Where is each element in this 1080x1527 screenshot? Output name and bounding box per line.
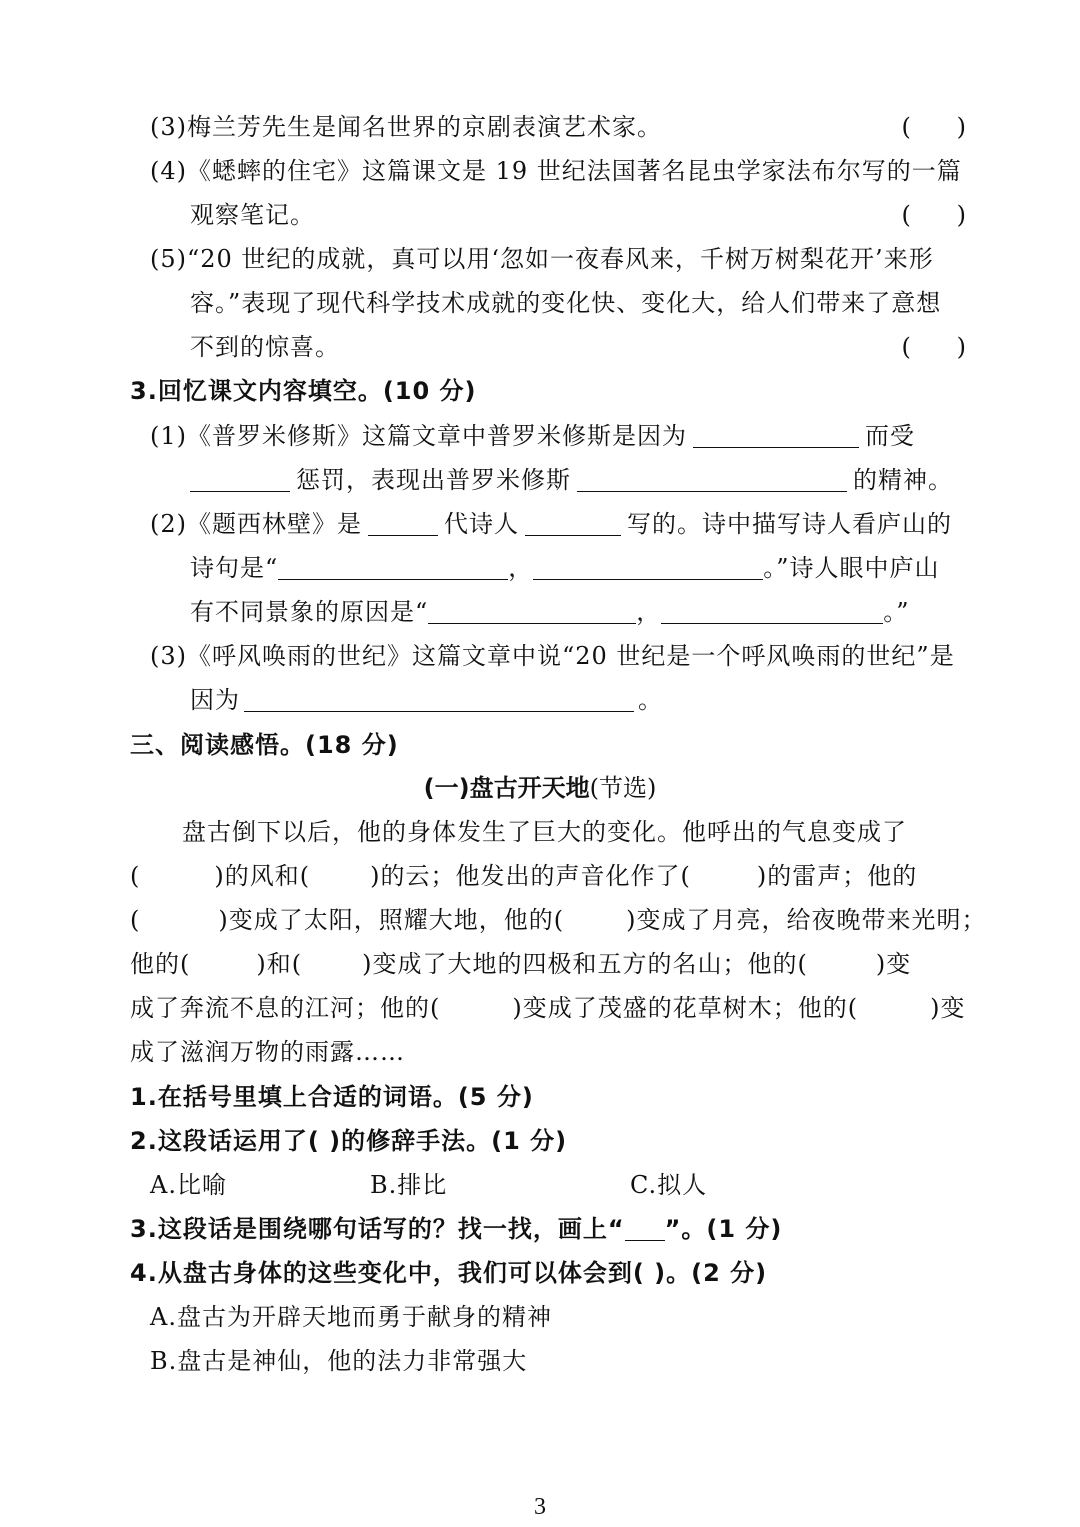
option-a[interactable]: A.比喻 (150, 1171, 227, 1199)
passage-title-sub: (节选) (589, 774, 657, 802)
reading-question-4: 4.从盘古身体的这些变化中，我们可以体会到( )。(2 分) (130, 1259, 768, 1287)
fill-item-2-line2 (190, 552, 940, 584)
passage-text: )变成了茂盛的花草树木；他的( (512, 994, 859, 1022)
fill-heading: 3.回忆课文内容填空。(10 分) (130, 377, 477, 405)
fill-text: 诗句是“ (190, 554, 279, 582)
fill-text: (2)《题西林壁》是 (150, 510, 362, 538)
fill-text: ， (636, 598, 662, 626)
fill-item-2-line1 (150, 508, 952, 540)
fill-text: 。” (883, 598, 910, 626)
reading-heading: 三、阅读感悟。(18 分) (130, 731, 399, 759)
fill-item-1-line2 (190, 464, 953, 496)
option-b[interactable]: B.排比 (370, 1171, 448, 1199)
passage-line-3 (130, 904, 986, 936)
answer-blank[interactable] (577, 467, 847, 492)
fill-text: 因为 (190, 686, 240, 714)
passage-text: 他的( (130, 950, 191, 978)
judge-item-5-line3: 不到的惊喜。 (190, 333, 340, 361)
passage-line-6: 成了滋润万物的雨露…… (130, 1038, 405, 1066)
judge-item-3: (3)梅兰芳先生是闻名世界的京剧表演艺术家。 (150, 113, 662, 141)
judge-item-5-line1: (5)“20 世纪的成就，真可以用‘忽如一夜春风来，千树万树梨花开’来形 (150, 245, 934, 273)
fill-item-3-line1: (3)《呼风唤雨的世纪》这篇文章中说“20 世纪是一个呼风唤雨的世纪”是 (150, 642, 955, 670)
passage-text: )的雷声；他的 (756, 862, 918, 890)
fill-text: (1)《普罗米修斯》这篇文章中普罗米修斯是因为 (150, 422, 687, 450)
question-text: ”。(1 分) (664, 1215, 783, 1243)
fill-text: 有不同景象的原因是“ (190, 598, 429, 626)
fill-text: 惩罚，表现出普罗米修斯 (296, 466, 571, 494)
fill-text: 写的。诗中描写诗人看庐山的 (627, 510, 952, 538)
passage-title-main: (一)盘古开天地 (423, 774, 590, 802)
fill-text: 。 (638, 686, 663, 714)
passage-text: 成了奔流不息的江河；他的( (130, 994, 441, 1022)
passage-line-2 (130, 860, 917, 892)
fill-text: ， (508, 554, 534, 582)
fill-text: 。”诗人眼中庐山 (763, 554, 940, 582)
answer-blank[interactable] (278, 555, 508, 580)
judge-item-4-line1: (4)《蟋蟀的住宅》这篇课文是 19 世纪法国著名昆虫学家法布尔写的一篇 (150, 157, 962, 185)
answer-blank[interactable] (428, 599, 636, 624)
page-number: 3 (534, 1494, 546, 1520)
answer-blank[interactable] (693, 423, 859, 448)
passage-text: )和( (256, 950, 303, 978)
passage-text: )变 (930, 994, 966, 1022)
option-c[interactable]: C.拟人 (630, 1171, 708, 1199)
answer-blank[interactable] (525, 511, 621, 536)
passage-line-4 (130, 948, 911, 980)
passage-title (0, 772, 1080, 804)
passage-line-5 (130, 992, 965, 1024)
reading-question-3 (130, 1213, 782, 1245)
answer-bracket: ( ) (901, 113, 966, 141)
answer-blank[interactable] (661, 599, 883, 624)
option-a[interactable]: A.盘古为开辟天地而勇于献身的精神 (150, 1303, 552, 1331)
answer-blank[interactable] (533, 555, 763, 580)
option-b[interactable]: B.盘古是神仙，他的法力非常强大 (150, 1347, 528, 1375)
answer-blank[interactable] (368, 511, 438, 536)
passage-line-1: 盘古倒下以后，他的身体发生了巨大的变化。他呼出的气息变成了 (182, 818, 907, 846)
answer-blank[interactable] (244, 687, 634, 712)
passage-text: )变成了大地的四极和五方的名山；他的( (362, 950, 808, 978)
passage-text: ( (130, 862, 141, 890)
fill-text: 代诗人 (444, 510, 519, 538)
answer-bracket: ( ) (901, 333, 966, 361)
reading-question-2: 2.这段话运用了( )的修辞手法。(1 分) (130, 1127, 568, 1155)
passage-text: )变 (875, 950, 912, 978)
answer-blank[interactable] (190, 467, 290, 492)
passage-text: )的风和( (214, 862, 311, 890)
reading-question-1: 1.在括号里填上合适的词语。(5 分) (130, 1083, 534, 1111)
fill-item-2-line3 (190, 596, 910, 628)
passage-text: )变成了月亮，给夜晚带来光明； (626, 906, 987, 934)
passage-text: )的云；他发出的声音化作了( (370, 862, 691, 890)
question-text: 3.这段话是围绕哪句话写的？找一找，画上“ (130, 1215, 625, 1243)
answer-bracket: ( ) (901, 201, 966, 229)
passage-text: )变成了太阳，照耀大地，他的( (218, 906, 565, 934)
underline-mark (625, 1216, 665, 1241)
judge-item-5-line2: 容。”表现了现代科学技术成就的变化快、变化大，给人们带来了意想 (190, 289, 942, 317)
fill-text: 而受 (865, 422, 915, 450)
fill-item-3-line2 (190, 684, 663, 716)
judge-item-4-line2: 观察笔记。 (190, 201, 315, 229)
passage-text: ( (130, 906, 141, 934)
fill-text: 的精神。 (853, 466, 953, 494)
fill-item-1-line1 (150, 420, 915, 452)
